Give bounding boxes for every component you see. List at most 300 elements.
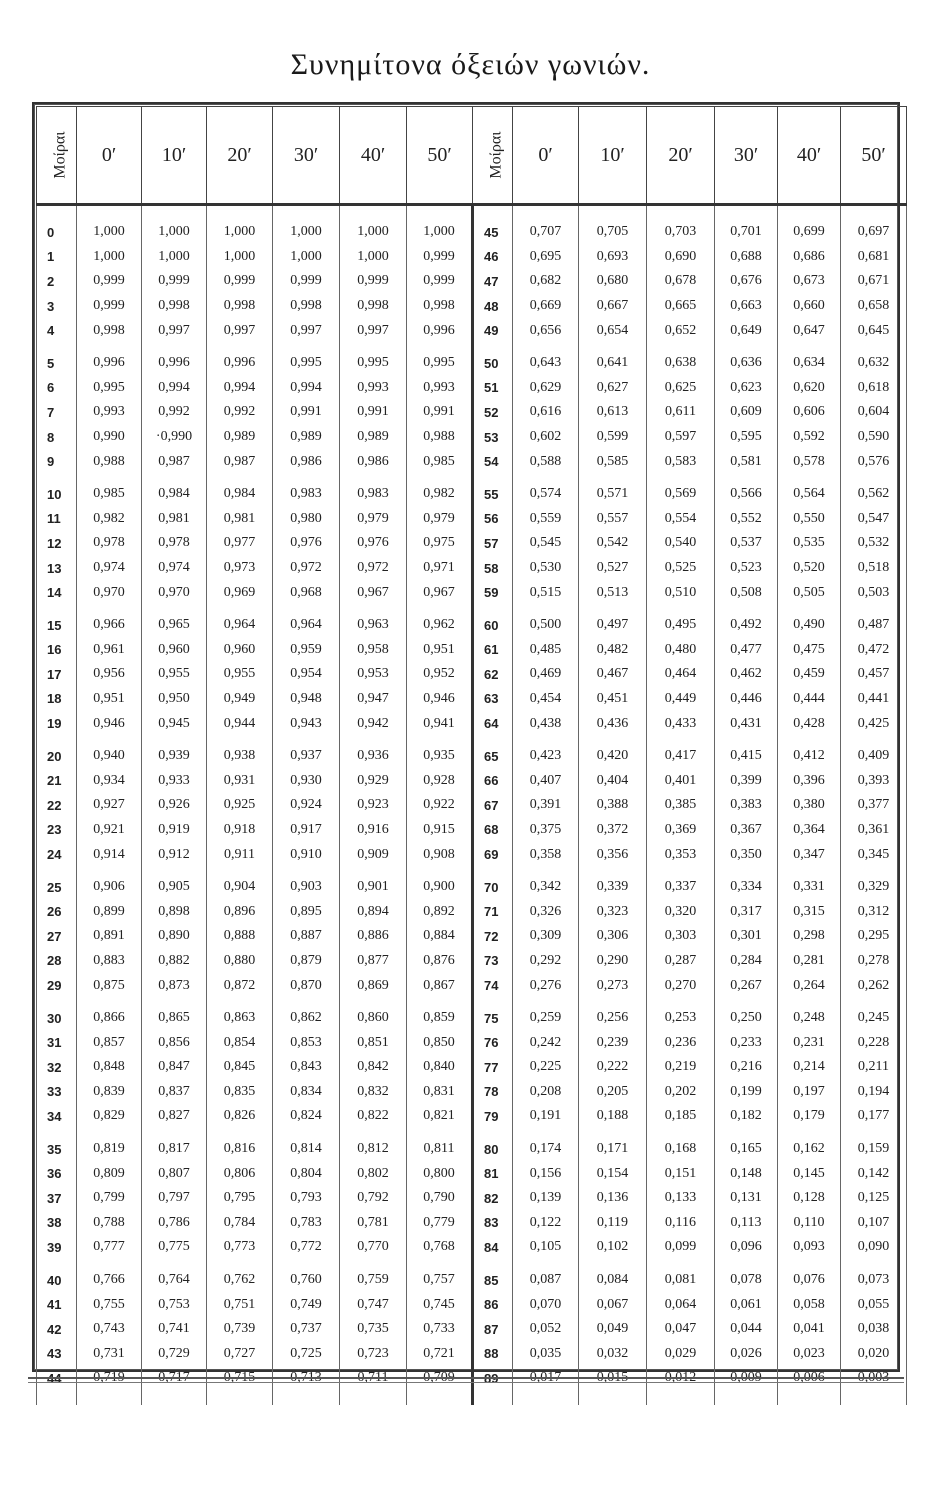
value-cell: 0,995 <box>77 376 142 401</box>
degree-cell: 59 <box>473 580 513 605</box>
value-cell: 0,585 <box>579 449 647 474</box>
value-cell: 0,835 <box>207 1080 273 1105</box>
value-cell: 0,353 <box>647 842 715 867</box>
value-cell: 0,497 <box>579 605 647 638</box>
value-cell: 0,185 <box>647 1104 715 1129</box>
value-cell: 0,315 <box>778 899 841 924</box>
value-cell: 0,983 <box>340 474 407 507</box>
value-cell: 0,578 <box>778 449 841 474</box>
value-cell: 0,981 <box>207 507 273 532</box>
degree-cell: 64 <box>473 711 513 736</box>
value-cell: 0,361 <box>841 818 907 843</box>
degree-cell: 35 <box>37 1129 77 1162</box>
value-cell: 0,125 <box>841 1186 907 1211</box>
value-cell: 0,970 <box>77 580 142 605</box>
degree-cell: 39 <box>37 1235 77 1260</box>
degree-cell: 11 <box>37 507 77 532</box>
value-cell: ·0,990 <box>142 425 207 450</box>
degree-cell: 63 <box>473 687 513 712</box>
value-cell: 0,964 <box>273 605 340 638</box>
value-cell: 0,064 <box>647 1292 715 1317</box>
table-row <box>37 1055 907 1080</box>
value-cell: 0,872 <box>207 973 273 998</box>
value-cell: 0,707 <box>513 205 579 245</box>
minutes-header: 0′ <box>513 107 579 205</box>
value-cell: 0,372 <box>579 818 647 843</box>
value-cell: 0,388 <box>579 793 647 818</box>
value-cell: 0,449 <box>647 687 715 712</box>
value-cell: 0,652 <box>647 318 715 343</box>
value-cell: 0,978 <box>142 531 207 556</box>
value-cell: 0,882 <box>142 949 207 974</box>
value-cell: 0,917 <box>273 818 340 843</box>
value-cell: 0,462 <box>715 662 778 687</box>
value-cell: 1,000 <box>407 205 473 245</box>
value-cell: 0,216 <box>715 1055 778 1080</box>
degree-cell: 25 <box>37 867 77 900</box>
degree-cell: 13 <box>37 556 77 581</box>
value-cell: 0,753 <box>142 1292 207 1317</box>
table-row <box>37 736 907 769</box>
value-cell: 0,320 <box>647 899 715 924</box>
value-cell: 0,139 <box>513 1186 579 1211</box>
value-cell: 0,971 <box>407 556 473 581</box>
value-cell: 0,884 <box>407 924 473 949</box>
value-cell: 0,975 <box>407 531 473 556</box>
value-cell: 0,980 <box>273 507 340 532</box>
value-cell: 0,958 <box>340 638 407 663</box>
value-cell: 0,508 <box>715 580 778 605</box>
degree-cell: 24 <box>37 842 77 867</box>
value-cell: 0,312 <box>841 899 907 924</box>
value-cell: 0,595 <box>715 425 778 450</box>
value-cell: 0,921 <box>77 818 142 843</box>
value-cell: 0,523 <box>715 556 778 581</box>
minutes-header: 0′ <box>77 107 142 205</box>
degree-cell: 0 <box>37 205 77 245</box>
value-cell: 0,197 <box>778 1080 841 1105</box>
value-cell: 0,273 <box>579 973 647 998</box>
value-cell: 0,946 <box>407 687 473 712</box>
value-cell: 0,887 <box>273 924 340 949</box>
value-cell: 0,407 <box>513 768 579 793</box>
value-cell: 0,948 <box>273 687 340 712</box>
value-cell: 0,745 <box>407 1292 473 1317</box>
value-cell: 0,131 <box>715 1186 778 1211</box>
table-row <box>37 793 907 818</box>
value-cell: 0,990 <box>77 425 142 450</box>
value-cell: 0,629 <box>513 376 579 401</box>
value-cell: 0,903 <box>273 867 340 900</box>
value-cell: 0,837 <box>142 1080 207 1105</box>
value-cell: 0,369 <box>647 818 715 843</box>
degree-cell: 47 <box>473 269 513 294</box>
table-row <box>37 1080 907 1105</box>
value-cell: 0,797 <box>142 1186 207 1211</box>
value-cell: 0,832 <box>340 1080 407 1105</box>
degree-cell: 74 <box>473 973 513 998</box>
value-cell: 0,645 <box>841 318 907 343</box>
value-cell: 0,998 <box>273 294 340 319</box>
value-cell: 1,000 <box>77 245 142 270</box>
degree-cell: 67 <box>473 793 513 818</box>
value-cell: 0,783 <box>273 1211 340 1236</box>
table-row <box>37 1366 907 1405</box>
value-cell: 0,919 <box>142 818 207 843</box>
value-cell: 0,423 <box>513 736 579 769</box>
value-cell: 0,058 <box>778 1292 841 1317</box>
value-cell: 0,940 <box>77 736 142 769</box>
table-row <box>37 425 907 450</box>
value-cell: 0,974 <box>77 556 142 581</box>
value-cell: 1,000 <box>340 245 407 270</box>
table-row <box>37 507 907 532</box>
value-cell: 0,490 <box>778 605 841 638</box>
value-cell: 0,922 <box>407 793 473 818</box>
value-cell: 0,906 <box>77 867 142 900</box>
degree-cell: 66 <box>473 768 513 793</box>
value-cell: 0,592 <box>778 425 841 450</box>
value-cell: 0,627 <box>579 376 647 401</box>
value-cell: 0,994 <box>142 376 207 401</box>
value-cell: 0,965 <box>142 605 207 638</box>
value-cell: 0,412 <box>778 736 841 769</box>
value-cell: 0,613 <box>579 400 647 425</box>
value-cell: 0,811 <box>407 1129 473 1162</box>
value-cell: 0,901 <box>340 867 407 900</box>
value-cell: 0,562 <box>841 474 907 507</box>
value-cell: 0,391 <box>513 793 579 818</box>
table-row <box>37 1186 907 1211</box>
value-cell: 0,284 <box>715 949 778 974</box>
table-row <box>37 842 907 867</box>
value-cell: 0,576 <box>841 449 907 474</box>
value-cell: 0,812 <box>340 1129 407 1162</box>
value-cell: 0,995 <box>273 343 340 376</box>
degree-cell: 75 <box>473 998 513 1031</box>
degree-cell: 45 <box>473 205 513 245</box>
value-cell: 0,552 <box>715 507 778 532</box>
value-cell: 0,715 <box>207 1366 273 1405</box>
value-cell: 0,777 <box>77 1235 142 1260</box>
table-row <box>37 1030 907 1055</box>
value-cell: 0,177 <box>841 1104 907 1129</box>
value-cell: 0,656 <box>513 318 579 343</box>
value-cell: 0,705 <box>579 205 647 245</box>
value-cell: 0,480 <box>647 638 715 663</box>
degree-cell: 44 <box>37 1366 77 1405</box>
value-cell: 0,604 <box>841 400 907 425</box>
value-cell: 0,883 <box>77 949 142 974</box>
value-cell: 0,513 <box>579 580 647 605</box>
value-cell: 0,444 <box>778 687 841 712</box>
value-cell: 0,989 <box>273 425 340 450</box>
value-cell: 0,485 <box>513 638 579 663</box>
value-cell: 0,267 <box>715 973 778 998</box>
degree-cell: 12 <box>37 531 77 556</box>
value-cell: 0,888 <box>207 924 273 949</box>
value-cell: 0,954 <box>273 662 340 687</box>
value-cell: 0,673 <box>778 269 841 294</box>
value-cell: 0,067 <box>579 1292 647 1317</box>
value-cell: 0,073 <box>841 1260 907 1293</box>
value-cell: 0,870 <box>273 973 340 998</box>
value-cell: 0,035 <box>513 1342 579 1367</box>
degree-cell: 68 <box>473 818 513 843</box>
value-cell: 0,222 <box>579 1055 647 1080</box>
value-cell: 0,165 <box>715 1129 778 1162</box>
value-cell: 0,618 <box>841 376 907 401</box>
value-cell: 0,934 <box>77 768 142 793</box>
value-cell: 0,385 <box>647 793 715 818</box>
value-cell: 0,735 <box>340 1317 407 1342</box>
degree-cell: 7 <box>37 400 77 425</box>
value-cell: 0,879 <box>273 949 340 974</box>
value-cell: 0,916 <box>340 818 407 843</box>
value-cell: 0,961 <box>77 638 142 663</box>
value-cell: 0,454 <box>513 687 579 712</box>
degree-cell: 38 <box>37 1211 77 1236</box>
value-cell: 0,962 <box>407 605 473 638</box>
degree-cell: 21 <box>37 768 77 793</box>
value-cell: 0,986 <box>340 449 407 474</box>
value-cell: 0,859 <box>407 998 473 1031</box>
value-cell: 0,984 <box>207 474 273 507</box>
value-cell: 0,342 <box>513 867 579 900</box>
value-cell: 0,793 <box>273 1186 340 1211</box>
value-cell: 0,559 <box>513 507 579 532</box>
value-cell: 0,564 <box>778 474 841 507</box>
value-cell: 0,464 <box>647 662 715 687</box>
value-cell: 0,636 <box>715 343 778 376</box>
value-cell: 0,997 <box>142 318 207 343</box>
value-cell: 0,985 <box>407 449 473 474</box>
value-cell: 0,999 <box>142 269 207 294</box>
degree-cell: 80 <box>473 1129 513 1162</box>
value-cell: 0,545 <box>513 531 579 556</box>
value-cell: 0,606 <box>778 400 841 425</box>
value-cell: 0,979 <box>407 507 473 532</box>
value-cell: 0,317 <box>715 899 778 924</box>
value-cell: 0,356 <box>579 842 647 867</box>
value-cell: 0,999 <box>77 269 142 294</box>
value-cell: 0,081 <box>647 1260 715 1293</box>
value-cell: 0,721 <box>407 1342 473 1367</box>
value-cell: 0,654 <box>579 318 647 343</box>
value-cell: 0,993 <box>407 376 473 401</box>
value-cell: 0,781 <box>340 1211 407 1236</box>
degree-cell: 17 <box>37 662 77 687</box>
degree-cell: 86 <box>473 1292 513 1317</box>
value-cell: 0,061 <box>715 1292 778 1317</box>
value-cell: 0,987 <box>142 449 207 474</box>
value-cell: 0,713 <box>273 1366 340 1405</box>
value-cell: 0,688 <box>715 245 778 270</box>
value-cell: 0,979 <box>340 507 407 532</box>
minutes-header: 50′ <box>841 107 907 205</box>
value-cell: 0,527 <box>579 556 647 581</box>
value-cell: 0,041 <box>778 1317 841 1342</box>
value-cell: 0,880 <box>207 949 273 974</box>
value-cell: 0,298 <box>778 924 841 949</box>
value-cell: 0,070 <box>513 1292 579 1317</box>
value-cell: 0,256 <box>579 998 647 1031</box>
value-cell: 0,949 <box>207 687 273 712</box>
value-cell: 0,287 <box>647 949 715 974</box>
value-cell: 0,451 <box>579 687 647 712</box>
minutes-header: 50′ <box>407 107 473 205</box>
value-cell: 0,969 <box>207 580 273 605</box>
value-cell: 0,845 <box>207 1055 273 1080</box>
degree-cell: 88 <box>473 1342 513 1367</box>
value-cell: 0,358 <box>513 842 579 867</box>
value-cell: 0,987 <box>207 449 273 474</box>
table-row <box>37 449 907 474</box>
value-cell: 0,188 <box>579 1104 647 1129</box>
value-cell: 0,446 <box>715 687 778 712</box>
value-cell: 0,984 <box>142 474 207 507</box>
value-cell: 0,760 <box>273 1260 340 1293</box>
value-cell: 0,900 <box>407 867 473 900</box>
value-cell: 0,503 <box>841 580 907 605</box>
value-cell: 0,711 <box>340 1366 407 1405</box>
value-cell: 0,981 <box>142 507 207 532</box>
value-cell: 0,110 <box>778 1211 841 1236</box>
value-cell: 0,225 <box>513 1055 579 1080</box>
value-cell: 0,784 <box>207 1211 273 1236</box>
value-cell: 0,755 <box>77 1292 142 1317</box>
value-cell: 0,433 <box>647 711 715 736</box>
value-cell: 0,839 <box>77 1080 142 1105</box>
degree-cell: 36 <box>37 1161 77 1186</box>
value-cell: 0,847 <box>142 1055 207 1080</box>
value-cell: 0,840 <box>407 1055 473 1080</box>
table-row <box>37 638 907 663</box>
value-cell: 0,550 <box>778 507 841 532</box>
value-cell: 0,245 <box>841 998 907 1031</box>
value-cell: 0,020 <box>841 1342 907 1367</box>
value-cell: 0,892 <box>407 899 473 924</box>
value-cell: 0,182 <box>715 1104 778 1129</box>
degree-cell: 84 <box>473 1235 513 1260</box>
value-cell: 0,826 <box>207 1104 273 1129</box>
value-cell: 0,331 <box>778 867 841 900</box>
table-row <box>37 474 907 507</box>
value-cell: 0,788 <box>77 1211 142 1236</box>
degree-cell: 71 <box>473 899 513 924</box>
value-cell: 0,970 <box>142 580 207 605</box>
value-cell: 0,682 <box>513 269 579 294</box>
value-cell: 0,588 <box>513 449 579 474</box>
value-cell: 0,924 <box>273 793 340 818</box>
value-cell: 0,967 <box>407 580 473 605</box>
value-cell: 0,113 <box>715 1211 778 1236</box>
value-cell: 0,926 <box>142 793 207 818</box>
value-cell: 0,347 <box>778 842 841 867</box>
value-cell: 0,996 <box>207 343 273 376</box>
table-row <box>37 269 907 294</box>
value-cell: 0,609 <box>715 400 778 425</box>
value-cell: 0,500 <box>513 605 579 638</box>
value-cell: 0,904 <box>207 867 273 900</box>
value-cell: 0,943 <box>273 711 340 736</box>
value-cell: 0,211 <box>841 1055 907 1080</box>
value-cell: 0,982 <box>77 507 142 532</box>
value-cell: 0,816 <box>207 1129 273 1162</box>
degree-cell: 46 <box>473 245 513 270</box>
value-cell: 0,535 <box>778 531 841 556</box>
value-cell: 0,417 <box>647 736 715 769</box>
value-cell: 0,719 <box>77 1366 142 1405</box>
table-row <box>37 1211 907 1236</box>
table-row <box>37 768 907 793</box>
value-cell: 0,972 <box>273 556 340 581</box>
value-cell: 0,017 <box>513 1366 579 1405</box>
value-cell: 0,380 <box>778 793 841 818</box>
degree-cell: 14 <box>37 580 77 605</box>
value-cell: 0,393 <box>841 768 907 793</box>
value-cell: 0,029 <box>647 1342 715 1367</box>
table-row <box>37 924 907 949</box>
value-cell: 0,649 <box>715 318 778 343</box>
value-cell: 0,003 <box>841 1366 907 1405</box>
value-cell: 0,991 <box>407 400 473 425</box>
degree-cell: 72 <box>473 924 513 949</box>
value-cell: 0,998 <box>207 294 273 319</box>
value-cell: 0,671 <box>841 269 907 294</box>
value-cell: 0,699 <box>778 205 841 245</box>
value-cell: 0,409 <box>841 736 907 769</box>
value-cell: 0,977 <box>207 531 273 556</box>
value-cell: 0,956 <box>77 662 142 687</box>
degree-cell: 27 <box>37 924 77 949</box>
table-row <box>37 580 907 605</box>
value-cell: 0,999 <box>340 269 407 294</box>
value-cell: 0,634 <box>778 343 841 376</box>
value-cell: 0,168 <box>647 1129 715 1162</box>
value-cell: 0,999 <box>407 269 473 294</box>
table-row <box>37 711 907 736</box>
value-cell: 0,337 <box>647 867 715 900</box>
degree-cell: 31 <box>37 1030 77 1055</box>
value-cell: 0,898 <box>142 899 207 924</box>
value-cell: 0,151 <box>647 1161 715 1186</box>
value-cell: 0,817 <box>142 1129 207 1162</box>
minutes-header: 30′ <box>715 107 778 205</box>
value-cell: 0,047 <box>647 1317 715 1342</box>
value-cell: 0,786 <box>142 1211 207 1236</box>
degree-cell: 89 <box>473 1366 513 1405</box>
value-cell: 0,945 <box>142 711 207 736</box>
value-cell: 0,309 <box>513 924 579 949</box>
value-cell: 0,038 <box>841 1317 907 1342</box>
value-cell: 0,966 <box>77 605 142 638</box>
value-cell: 0,467 <box>579 662 647 687</box>
value-cell: 0,202 <box>647 1080 715 1105</box>
table-row <box>37 1161 907 1186</box>
value-cell: 1,000 <box>340 205 407 245</box>
value-cell: 0,873 <box>142 973 207 998</box>
value-cell: 0,854 <box>207 1030 273 1055</box>
value-cell: 0,727 <box>207 1342 273 1367</box>
value-cell: 0,676 <box>715 269 778 294</box>
value-cell: 0,997 <box>273 318 340 343</box>
value-cell: 0,766 <box>77 1260 142 1293</box>
value-cell: 0,681 <box>841 245 907 270</box>
value-cell: 0,006 <box>778 1366 841 1405</box>
value-cell: 0,345 <box>841 842 907 867</box>
value-cell: 0,278 <box>841 949 907 974</box>
